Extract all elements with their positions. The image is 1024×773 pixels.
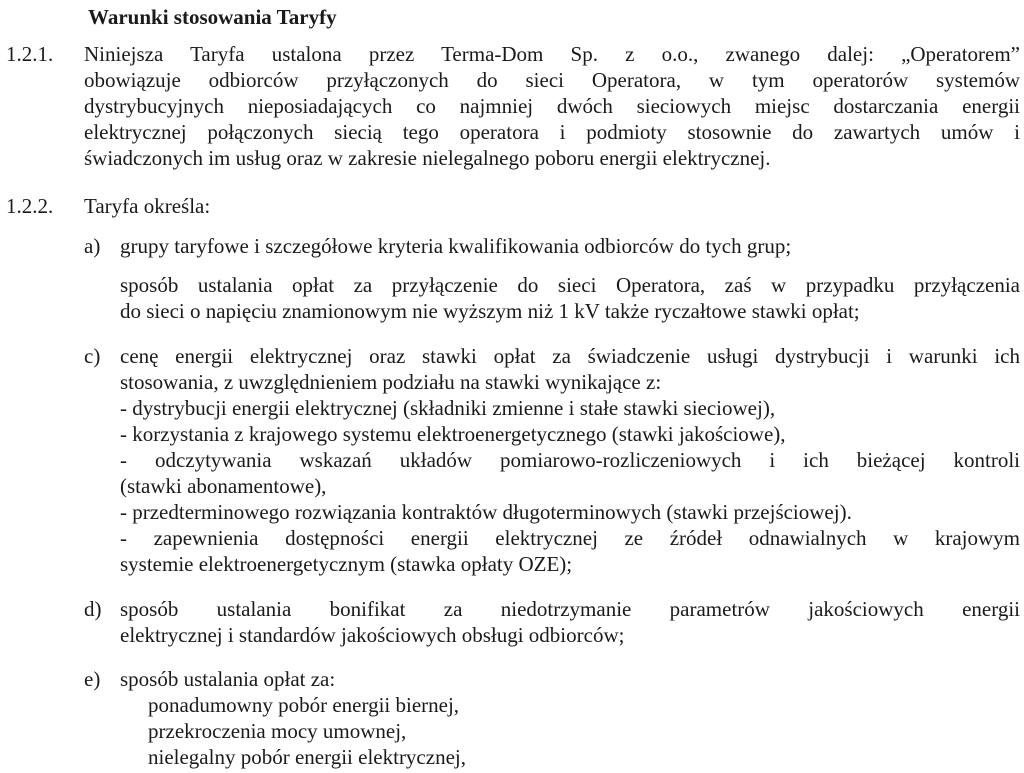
clause-number: 1.2.2.	[6, 194, 54, 218]
sub-item: przekroczenia mocy umownej,	[148, 719, 407, 743]
list-marker: d)	[84, 597, 102, 621]
clause-number: 1.2.1.	[6, 42, 54, 66]
clause-text	[84, 41, 1020, 171]
list-item-text	[120, 343, 1020, 577]
text-line: sposób ustalania opłat za:	[120, 667, 336, 691]
text-line: do sieci o napięciu znamionowym nie wyższym niż 1 kV także ryczałtowe stawki opłat;	[120, 299, 860, 323]
text-line: - zapewnienia dostępności energii elektrycznej ze źródeł odnawialnych w krajowym	[120, 526, 1020, 550]
section-heading: Warunki stosowania Taryfy	[88, 5, 337, 29]
text-line: elektrycznej i standardów jakościowych obsługi odbiorców;	[120, 623, 625, 647]
text-line: obowiązuje odbiorców przyłączonych do sieci Operatora, w tym operatorów systemów	[84, 68, 1020, 92]
list-marker: c)	[84, 344, 101, 368]
list-item-text	[120, 596, 1020, 648]
text-line: sposób ustalania opłat za przyłączenie do sieci Operatora, zaś w przypadku przyłączenia	[120, 273, 1020, 297]
text-line: stosowania, z uwzględnieniem podziału na stawki wynikające z:	[120, 370, 662, 394]
clause-intro	[84, 193, 1020, 219]
text-line: Taryfa określa:	[84, 194, 211, 218]
text-line: systemie elektroenergetycznym (stawka opłaty OZE);	[120, 552, 573, 576]
text-line: cenę energii elektrycznej oraz stawki opłat za świadczenie usługi dystrybucji i warunki ich	[120, 344, 1020, 368]
text-line: grupy taryfowe i szczegółowe kryteria kwalifikowania odbiorców do tych grup;	[120, 234, 792, 258]
text-line: - dystrybucji energii elektrycznej (składniki zmienne i stałe stawki sieciowej),	[120, 396, 776, 420]
list-marker: a)	[84, 234, 101, 258]
text-line: elektrycznej połączonych siecią tego operatora i podmioty stosownie do zawartych umów i	[84, 120, 1020, 144]
list-item-text	[120, 272, 1020, 324]
text-line: (stawki abonamentowe),	[120, 474, 327, 498]
list-item-text	[120, 666, 1020, 770]
text-line: - przedterminowego rozwiązania kontraktów długoterminowych (stawki przejściowej).	[120, 500, 852, 524]
sub-item: nielegalny pobór energii elektrycznej,	[148, 745, 466, 769]
sub-item: ponadumowny pobór energii biernej,	[148, 693, 460, 717]
text-line: dystrybucyjnych nieposiadających co najmniej dwóch sieciowych miejsc dostarczania energii	[84, 94, 1020, 118]
text-line: sposób ustalania bonifikat za niedotrzymanie parametrów jakościowych energii	[120, 597, 1020, 621]
text-line: Niniejsza Taryfa ustalona przez Terma-Dom Sp. z o.o., zwanego dalej: „Operatorem”	[84, 42, 1020, 66]
list-marker: e)	[84, 667, 101, 691]
text-line: - korzystania z krajowego systemu elektroenergetycznego (stawki jakościowe),	[120, 422, 786, 446]
text-line: - odczytywania wskazań układów pomiarowo-rozliczeniowych i ich bieżącej kontroli	[120, 448, 1020, 472]
list-item-text	[120, 233, 1020, 259]
text-line: świadczonych im usług oraz w zakresie nielegalnego poboru energii elektrycznej.	[84, 146, 771, 170]
